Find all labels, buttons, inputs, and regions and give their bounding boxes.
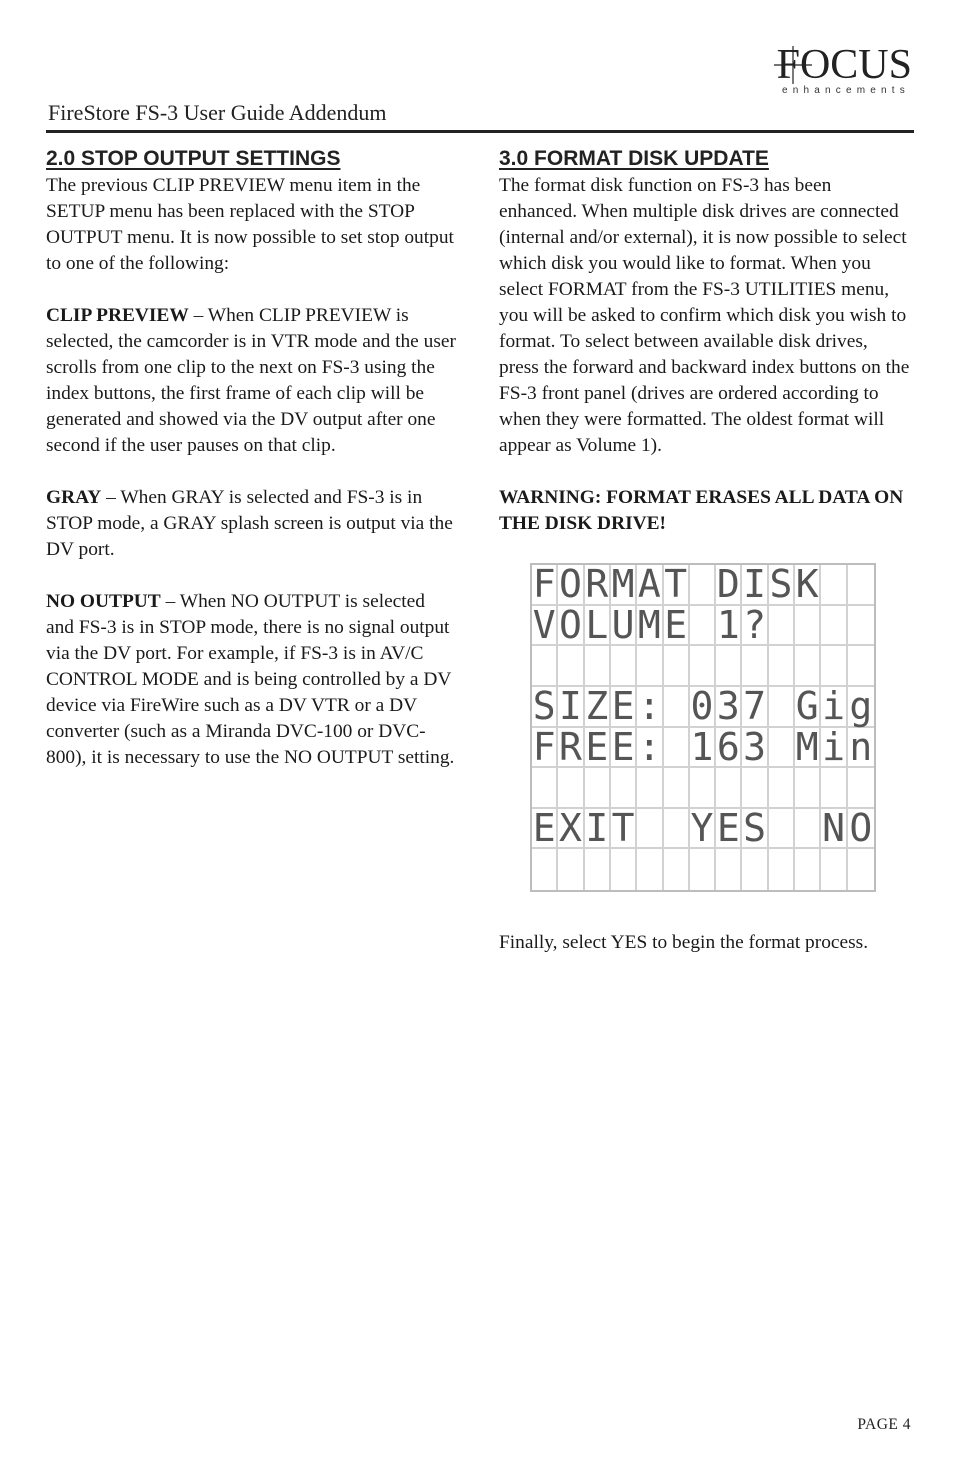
lcd-cell: O xyxy=(849,806,873,851)
lcd-cell: M xyxy=(795,728,821,769)
lcd-cell xyxy=(664,768,690,809)
lcd-cell xyxy=(690,768,716,809)
lcd-cell: 1 xyxy=(716,606,742,647)
gray-paragraph xyxy=(46,485,456,563)
right-column xyxy=(499,146,911,982)
lcd-cell: I xyxy=(558,687,584,728)
lcd-screen xyxy=(530,563,876,892)
lcd-cell: : xyxy=(637,728,663,769)
lcd-cell xyxy=(795,646,821,687)
lcd-cell xyxy=(558,646,584,687)
lcd-cell xyxy=(585,849,611,890)
lcd-cell: E xyxy=(716,809,742,850)
format-warning: WARNING: FORMAT ERASES ALL DATA ON THE DISK DRIVE! xyxy=(499,487,904,534)
lcd-cell: S xyxy=(769,565,795,606)
lcd-cell: I xyxy=(742,565,768,606)
lcd-cell: R xyxy=(585,565,611,606)
lcd-cell: T xyxy=(611,809,637,850)
lcd-cell: Z xyxy=(585,687,611,728)
lcd-cell xyxy=(532,768,558,809)
lcd-cell: 7 xyxy=(742,687,768,728)
lcd-cell: O xyxy=(558,606,584,647)
lcd-cell xyxy=(769,728,795,769)
lcd-cell xyxy=(637,849,663,890)
lcd-cell: F xyxy=(532,565,558,606)
lcd-cell xyxy=(637,646,663,687)
lcd-cell: g xyxy=(849,684,873,729)
lcd-cell xyxy=(821,646,847,687)
lcd-cell: : xyxy=(637,687,663,728)
lcd-cell xyxy=(769,849,795,890)
clip-preview-term: CLIP PREVIEW xyxy=(46,305,189,326)
lcd-cell: i xyxy=(821,687,847,728)
lcd-cell: S xyxy=(532,687,558,728)
lcd-cell xyxy=(690,646,716,687)
lcd-cell: D xyxy=(716,565,742,606)
lcd-cell: 6 xyxy=(716,728,742,769)
logo-wordmark: FOCUS xyxy=(776,42,912,88)
lcd-cell xyxy=(795,849,821,890)
logo-tagline: enhancements xyxy=(781,85,910,96)
lcd-cell: M xyxy=(637,606,663,647)
lcd-cell xyxy=(611,768,637,809)
lcd-cell xyxy=(716,646,742,687)
lcd-cell: E xyxy=(585,728,611,769)
lcd-cell: M xyxy=(611,565,637,606)
lcd-cell xyxy=(848,768,874,809)
gray-term: GRAY xyxy=(46,487,102,508)
focus-logo xyxy=(752,44,912,96)
lcd-cell: V xyxy=(532,606,558,647)
document-title: FireStore FS-3 User Guide Addendum xyxy=(48,100,387,125)
page-number: PAGE 4 xyxy=(857,1416,911,1433)
lcd-cell xyxy=(716,768,742,809)
lcd-cell xyxy=(769,687,795,728)
no-output-term: NO OUTPUT xyxy=(46,591,161,612)
intro-paragraph: The previous CLIP PREVIEW menu item in the SETUP menu has been replaced with the STOP OUTPUT menu. It is now possible to set stop output to one of the following: xyxy=(46,175,454,274)
lcd-cell xyxy=(611,849,637,890)
lcd-cell: A xyxy=(637,565,663,606)
lcd-cell xyxy=(769,606,795,647)
lcd-cell: 0 xyxy=(690,687,716,728)
lcd-cell: ? xyxy=(742,606,768,647)
lcd-cell: K xyxy=(795,565,821,606)
lcd-cell xyxy=(795,768,821,809)
lcd-cell: L xyxy=(585,606,611,647)
lcd-cell xyxy=(558,768,584,809)
lcd-cell xyxy=(690,565,716,606)
lcd-cell: 3 xyxy=(742,728,768,769)
lcd-cell xyxy=(611,646,637,687)
lcd-cell: i xyxy=(821,728,847,769)
section-heading-stop-output: 2.0 STOP OUTPUT SETTINGS xyxy=(46,147,341,170)
lcd-cell: I xyxy=(585,809,611,850)
lcd-cell xyxy=(637,809,663,850)
lcd-cell xyxy=(769,646,795,687)
lcd-cell xyxy=(637,768,663,809)
lcd-cell xyxy=(664,809,690,850)
lcd-cell: 3 xyxy=(716,687,742,728)
lcd-cell xyxy=(742,849,768,890)
lcd-cell: S xyxy=(742,809,768,850)
lcd-cell xyxy=(690,849,716,890)
no-output-text: – When NO OUTPUT is selected and FS-3 is in STOP mode, there is no signal output via the DV port. For example, if FS-3 is in AV/C CONTROL MODE and is being controlled by a DV device via FireWire such as a DV VTR or a DV converter (such as a Miranda DVC-100 or DVC-800), it is necessary to use the NO OUTPUT setting. xyxy=(46,591,455,768)
lcd-cell xyxy=(532,849,558,890)
lcd-cell: T xyxy=(664,565,690,606)
lcd-cell: R xyxy=(558,728,584,769)
lcd-cell: X xyxy=(558,809,584,850)
section-heading-format-disk: 3.0 FORMAT DISK UPDATE xyxy=(499,147,769,170)
lcd-cell xyxy=(664,728,690,769)
lcd-cell xyxy=(821,565,847,606)
lcd-grid xyxy=(532,562,874,890)
no-output-paragraph xyxy=(46,589,456,771)
left-column xyxy=(46,146,456,797)
lcd-cell: N xyxy=(821,809,847,850)
lcd-cell xyxy=(848,606,874,647)
lcd-cell: E xyxy=(532,809,558,850)
lcd-cell xyxy=(848,849,874,890)
lcd-cell xyxy=(742,768,768,809)
lcd-cell xyxy=(664,849,690,890)
clip-preview-text: – When CLIP PREVIEW is selected, the camcorder is in VTR mode and the user scrolls from one clip to the next on FS-3 using the index buttons, the first frame of each clip will be generated and showed via the DV output after one second if the user pauses on that clip. xyxy=(46,305,456,456)
lcd-cell: E xyxy=(664,606,690,647)
final-instruction: Finally, select YES to begin the format process. xyxy=(499,932,869,953)
header-rule xyxy=(46,130,914,133)
lcd-cell xyxy=(664,687,690,728)
lcd-cell: G xyxy=(795,687,821,728)
lcd-cell xyxy=(795,606,821,647)
lcd-cell: 1 xyxy=(690,728,716,769)
lcd-cell xyxy=(821,768,847,809)
lcd-cell xyxy=(848,646,874,687)
lcd-cell: O xyxy=(558,565,584,606)
lcd-cell xyxy=(532,646,558,687)
lcd-cell xyxy=(664,646,690,687)
gray-text: – When GRAY is selected and FS-3 is in STOP mode, a GRAY splash screen is output via the DV port. xyxy=(46,487,453,560)
lcd-cell: n xyxy=(849,724,873,769)
lcd-cell xyxy=(558,849,584,890)
lcd-cell xyxy=(690,606,716,647)
lcd-cell: E xyxy=(611,728,637,769)
lcd-cell xyxy=(716,849,742,890)
lcd-cell xyxy=(821,606,847,647)
lcd-cell: F xyxy=(532,728,558,769)
clip-preview-paragraph xyxy=(46,303,456,459)
lcd-cell xyxy=(848,565,874,606)
lcd-cell xyxy=(769,809,795,850)
lcd-cell xyxy=(821,849,847,890)
lcd-cell xyxy=(795,809,821,850)
lcd-cell xyxy=(769,768,795,809)
format-body-paragraph: The format disk function on FS-3 has been enhanced. When multiple disk drives are connected (internal and/or external), it is now possible to select which disk you would like to format. When you select FORMAT from the FS-3 UTILITIES menu, you will be asked to confirm which disk you wish to format. To select between available disk drives, press the forward and backward index buttons on the FS-3 front panel (drives are ordered according to when they were formatted. The oldest format will appear as Volume 1). xyxy=(499,175,910,456)
lcd-cell: U xyxy=(611,606,637,647)
lcd-cell xyxy=(742,646,768,687)
lcd-cell xyxy=(585,768,611,809)
lcd-cell: E xyxy=(611,687,637,728)
lcd-cell xyxy=(585,646,611,687)
lcd-cell: Y xyxy=(690,809,716,850)
